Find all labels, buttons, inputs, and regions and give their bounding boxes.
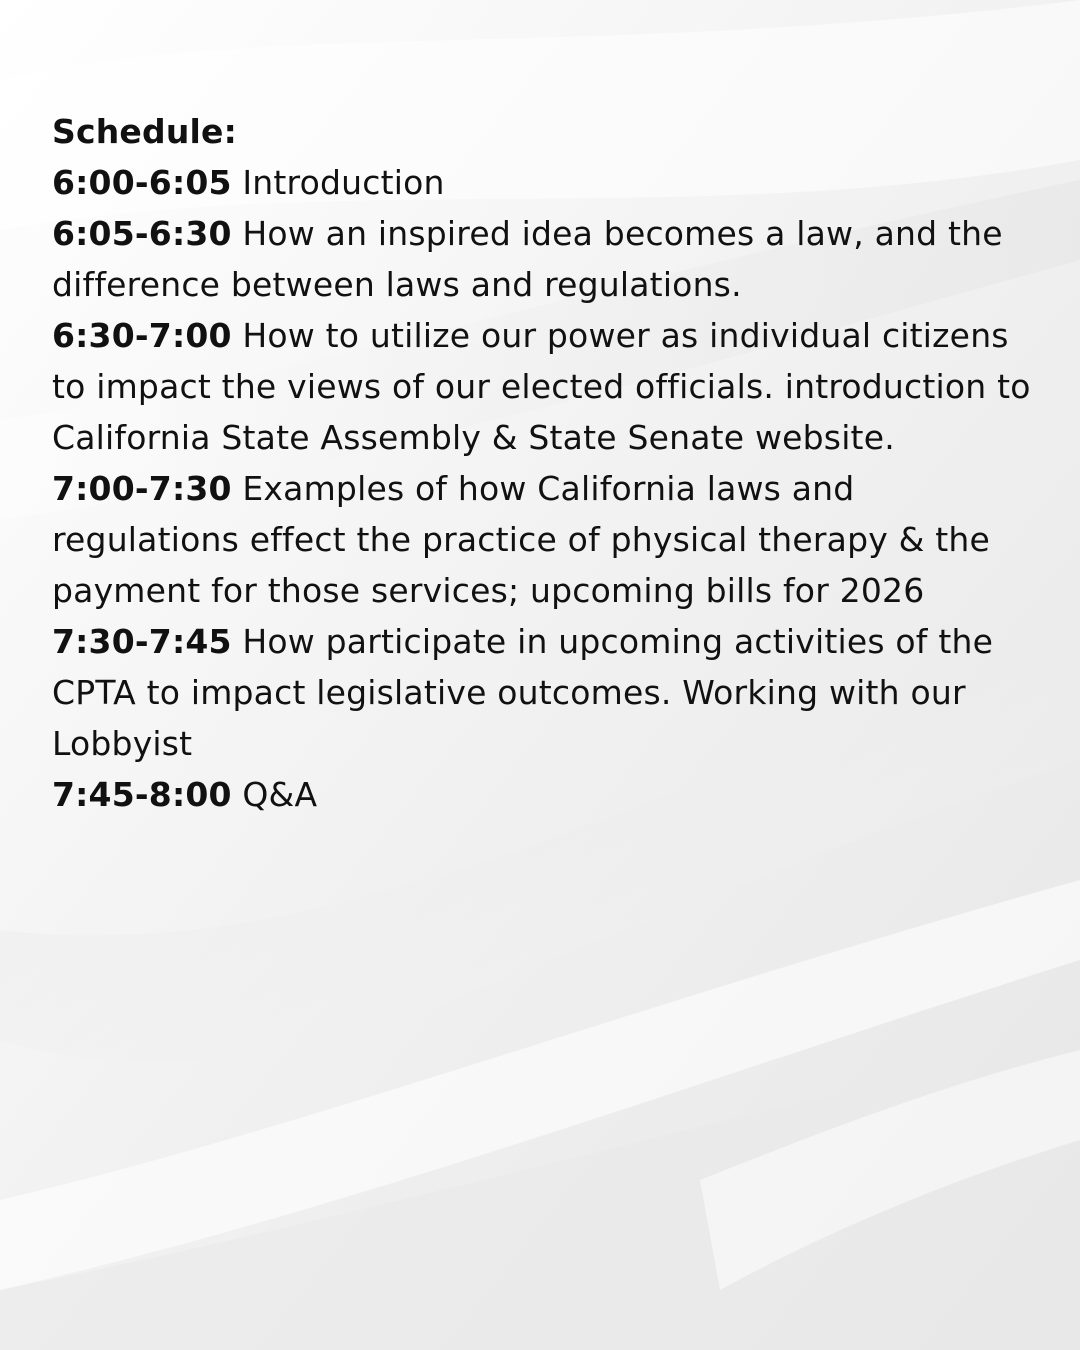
schedule-text: Examples of how California laws and regulations effect the practice of physical therapy & the payment for those services; upcoming bills for 2026 (52, 469, 991, 610)
schedule-text: How participate in upcoming activities of the CPTA to impact legislative outcomes. Working with our Lobbyist (52, 622, 994, 763)
schedule-time: 7:30-7:45 (52, 622, 232, 661)
schedule-title: Schedule: (52, 112, 238, 151)
schedule-time: 6:05-6:30 (52, 214, 232, 253)
schedule-block (52, 106, 1042, 820)
schedule-item (52, 769, 1042, 820)
schedule-text: How to utilize our power as individual citizens to impact the views of our elected officials. introduction to California State Assembly & State Senate website. (52, 316, 1031, 457)
schedule-item (52, 208, 1042, 310)
schedule-time: 6:00-6:05 (52, 163, 232, 202)
schedule-text: Introduction (242, 163, 445, 202)
schedule-text: How an inspired idea becomes a law, and the difference between laws and regulations. (52, 214, 1003, 304)
schedule-item (52, 616, 1042, 769)
schedule-time: 6:30-7:00 (52, 316, 232, 355)
schedule-time: 7:00-7:30 (52, 469, 232, 508)
schedule-item (52, 157, 1042, 208)
schedule-text: Q&A (242, 775, 318, 814)
schedule-item (52, 463, 1042, 616)
schedule-item (52, 310, 1042, 463)
schedule-time: 7:45-8:00 (52, 775, 232, 814)
